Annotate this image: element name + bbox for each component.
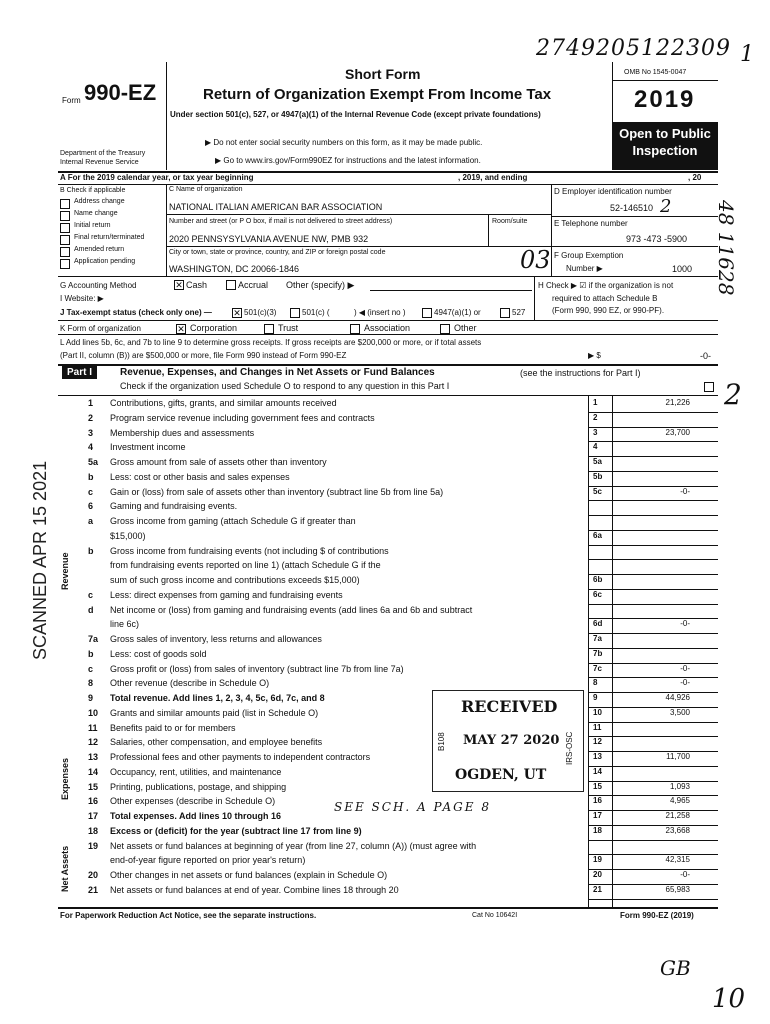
527-label: 527 xyxy=(512,308,526,317)
part1-line-row xyxy=(0,708,770,723)
line-description: Occupancy, rent, utilities, and maintenance xyxy=(110,766,282,777)
short-form-label: Short Form xyxy=(345,66,421,82)
org-name-label: C Name of organization xyxy=(169,186,243,193)
line-number: 20 xyxy=(88,870,99,880)
line-box-label: 7a xyxy=(593,634,602,643)
received-stamp-date: MAY 27 2020 xyxy=(463,733,560,748)
bottom-initials: GB xyxy=(660,956,691,980)
line-amount[interactable]: -0- xyxy=(680,619,690,629)
cash-label: Cash xyxy=(186,280,208,290)
applicable-option-label: Address change xyxy=(74,198,125,205)
line-description: sum of such gross income and contributions exceeds $15,000) xyxy=(110,575,360,585)
line-amount[interactable]: 23,700 xyxy=(665,427,690,437)
line-description: Other expenses (describe in Schedule O) xyxy=(110,796,276,807)
corporation-checkbox[interactable]: ✕ xyxy=(177,324,185,334)
part1-line-row xyxy=(0,457,770,472)
applicable-option-label: Amended return xyxy=(74,246,125,253)
ein-label: D Employer identification number xyxy=(554,187,672,196)
applicable-checkbox[interactable] xyxy=(60,235,70,245)
line-description: Net assets or fund balances at end of year. Combine lines 18 through 20 xyxy=(110,884,399,895)
4947-checkbox[interactable] xyxy=(422,308,432,318)
gross-receipts-line2: (Part II, column (B)) are $500,000 or more, file Form 990 instead of Form 990-EZ xyxy=(60,351,347,360)
part1-line-row xyxy=(0,575,770,590)
omb-number: OMB No 1545-0047 xyxy=(624,69,687,76)
part1-line-row xyxy=(0,649,770,664)
line-description: Net income or (loss) from gaming and fundraising events (add lines 6a and 6b and subtract xyxy=(110,604,473,615)
part1-line-row xyxy=(0,841,770,856)
street-label: Number and street (or P O box, if mail is not delivered to street address) xyxy=(169,218,393,225)
tax-year: 2019 xyxy=(634,86,696,113)
applicable-option-label: Initial return xyxy=(74,222,111,229)
line-description: $15,000) xyxy=(110,530,146,541)
line-description: Benefits paid to or for members xyxy=(110,722,236,733)
expenses-side-label: Expenses xyxy=(60,757,70,800)
line-box-label: 16 xyxy=(593,796,602,806)
line-number: a xyxy=(88,516,94,526)
line-box-label: 9 xyxy=(593,693,598,702)
line-number: d xyxy=(88,604,94,615)
website-label: I Website: ▶ xyxy=(60,294,104,303)
form-subtitle: Under section 501(c), 527, or 4947(a)(1) of the Internal Revenue Code (except private foundations) xyxy=(170,110,541,119)
part1-line-row xyxy=(0,398,770,413)
line-number: 21 xyxy=(88,884,99,895)
net-assets-side-label: Net Assets xyxy=(60,845,70,892)
open-to-public-badge xyxy=(612,122,718,170)
line-box-label: 20 xyxy=(593,870,602,879)
line-number: 6 xyxy=(88,501,94,512)
schedule-o-checkbox[interactable] xyxy=(704,382,714,392)
line-amount[interactable]: -0- xyxy=(680,663,690,673)
applicable-checkbox[interactable] xyxy=(60,199,70,209)
line-box-label: 11 xyxy=(593,722,602,732)
line-amount[interactable]: -0- xyxy=(680,486,690,496)
ein-value: 52-146510 xyxy=(610,203,654,213)
part1-line-row xyxy=(0,826,770,841)
page-mark: 2 xyxy=(724,378,742,411)
part1-line-row xyxy=(0,487,770,502)
section-a-and-ending: , 2019, and ending xyxy=(458,173,528,182)
schedule-b-check-line2: required to attach Schedule B xyxy=(552,294,658,303)
line-number: c xyxy=(88,663,94,674)
insert-number-label: ) ◀ (insert no ) xyxy=(354,308,406,317)
received-stamp-location: OGDEN, UT xyxy=(455,767,547,783)
line-amount[interactable]: 42,315 xyxy=(665,855,690,865)
applicable-checkbox[interactable] xyxy=(60,211,70,221)
other-method-label: Other (specify) ▶ xyxy=(286,280,355,290)
line-description: Other revenue (describe in Schedule O) xyxy=(110,678,270,689)
org-street: 2020 PENNSYSYLVANIA AVENUE NW, PMB 932 xyxy=(169,234,369,244)
line-box-label: 3 xyxy=(593,427,598,437)
line-number: b xyxy=(88,545,94,556)
applicable-checkbox[interactable] xyxy=(60,223,70,233)
received-stamp-code-left: B108 xyxy=(437,732,446,751)
trust-label: Trust xyxy=(278,323,299,333)
line-number: 8 xyxy=(88,678,94,689)
line-description: Program service revenue including government fees and contracts xyxy=(110,412,375,423)
line-number: 14 xyxy=(88,766,99,777)
tax-exempt-status-label: J Tax-exempt status (check only one) — xyxy=(60,308,212,317)
part1-line-row xyxy=(0,752,770,767)
group-exemption-label: F Group Exemption xyxy=(554,251,624,260)
line-amount[interactable]: 21,258 xyxy=(665,811,690,820)
line-box-label: 5a xyxy=(593,457,602,466)
dept-treasury: Department of the Treasury xyxy=(60,150,146,157)
line-description: Gross sales of inventory, less returns and allowances xyxy=(110,634,322,644)
line-box-label: 19 xyxy=(593,855,602,865)
gross-receipts-value: -0- xyxy=(700,351,711,361)
line-box-label: 1 xyxy=(593,398,598,407)
part1-line-row xyxy=(0,870,770,885)
applicable-option-label: Application pending xyxy=(74,258,136,265)
part1-line-row xyxy=(0,619,770,634)
line-amount[interactable]: 3,500 xyxy=(669,707,690,717)
group-mark: 03 xyxy=(520,246,551,274)
other-org-checkbox[interactable] xyxy=(440,324,450,334)
cash-checkbox[interactable]: ✕ xyxy=(175,280,183,290)
line-number: 4 xyxy=(88,442,94,453)
line-amount[interactable]: -0- xyxy=(680,870,690,879)
part1-line-row xyxy=(0,472,770,487)
line-description: Total expenses. Add lines 10 through 16 xyxy=(110,811,282,821)
part1-title: Revenue, Expenses, and Changes in Net Assets or Fund Balances xyxy=(120,367,435,378)
line-description: Gaming and fundraising events. xyxy=(110,501,238,512)
line-amount[interactable]: 11,700 xyxy=(666,752,690,761)
irs-label: Internal Revenue Service xyxy=(60,159,139,166)
line-number: 17 xyxy=(88,811,99,821)
applicable-option-label: Name change xyxy=(74,210,118,217)
line-box-label: 14 xyxy=(593,766,602,776)
line-description: end-of-year figure reported on prior year's return) xyxy=(110,855,306,866)
part1-line-row xyxy=(0,428,770,443)
part1-line-row xyxy=(0,590,770,605)
association-label: Association xyxy=(364,323,411,333)
line-description: Less: cost or other basis and sales expenses xyxy=(110,471,290,482)
527-checkbox[interactable] xyxy=(500,308,510,318)
city-label: City or town, state or province, country, and ZIP or foreign postal code xyxy=(169,249,386,256)
line-box-label: 13 xyxy=(593,752,602,761)
line-box-label: 18 xyxy=(593,825,602,835)
received-stamp xyxy=(432,690,584,792)
line-box-label: 6b xyxy=(593,575,603,584)
revenue-side-label: Revenue xyxy=(60,552,70,590)
part1-line-row xyxy=(0,501,770,516)
schedule-b-check-line3: (Form 990, 990 EZ, or 990-PF). xyxy=(552,306,665,315)
line-number: 11 xyxy=(88,722,98,733)
part1-line-row xyxy=(0,767,770,782)
part1-line-row xyxy=(0,560,770,575)
part1-line-row xyxy=(0,737,770,752)
instruction-ssn: ▶ Do not enter social security numbers on this form, as it may be made public. xyxy=(205,138,483,147)
line-number: 16 xyxy=(88,796,99,807)
association-checkbox[interactable] xyxy=(350,324,360,334)
line-number: c xyxy=(88,486,94,497)
section-b-label: B Check if applicable xyxy=(60,187,126,194)
line-description: Gross income from gaming (attach Schedule G if greater than xyxy=(110,516,356,526)
trust-checkbox[interactable] xyxy=(264,324,274,334)
document-locator-number: 2749205122309 xyxy=(536,36,731,61)
ein-handwritten-suffix: 2 xyxy=(660,196,672,217)
line-number: 2 xyxy=(88,412,94,423)
scanned-stamp: SCANNED APR 15 2021 xyxy=(30,460,50,660)
open-public-text: Open to Public xyxy=(619,126,711,141)
bottom-mark: 10 xyxy=(712,984,746,1014)
side-code: 48 11628 xyxy=(714,200,738,296)
line-box-label: 5c xyxy=(593,486,602,496)
line-amount[interactable]: -0- xyxy=(680,678,690,688)
line-description: Membership dues and assessments xyxy=(110,427,255,438)
line-number: 18 xyxy=(88,825,99,836)
part1-line-row xyxy=(0,442,770,457)
line-number: 9 xyxy=(88,693,94,703)
section-a-ending-year: , 20 xyxy=(688,173,702,182)
line-number: 13 xyxy=(88,752,99,762)
line-amount[interactable]: 21,226 xyxy=(665,398,690,407)
line-box-label: 5b xyxy=(593,471,603,481)
form-label: Form xyxy=(62,96,81,105)
line-box-label: 8 xyxy=(593,678,598,688)
line-box-label: 6a xyxy=(593,530,602,540)
line-amount[interactable]: 44,926 xyxy=(665,693,690,702)
line-description: Gross profit or (loss) from sales of inventory (subtract line 7b from line 7a) xyxy=(110,663,404,674)
part1-line-row xyxy=(0,413,770,428)
part1-line-row xyxy=(0,678,770,693)
line-box-label: 6c xyxy=(593,589,602,599)
501c3-checkbox[interactable]: ✕ xyxy=(233,308,241,318)
instruction-website: ▶ Go to www.irs.gov/Form990EZ for instructions and the latest information. xyxy=(215,156,481,165)
received-stamp-code-right: IRS-OSC xyxy=(565,731,574,765)
other-org-label: Other xyxy=(454,323,477,333)
part1-label: Part I xyxy=(62,366,97,379)
corner-mark: 1 xyxy=(740,42,754,67)
line-description: Professional fees and other payments to independent contractors xyxy=(110,752,371,762)
line-number: 12 xyxy=(88,737,99,748)
accrual-label: Accrual xyxy=(238,280,269,290)
line-description: Gross income from fundraising events (not including $ of contributions xyxy=(110,545,389,556)
line-number: c xyxy=(88,589,94,600)
phone-value: 973 -473 -5900 xyxy=(626,234,688,244)
footer-cat: Cat No 10642I xyxy=(472,912,518,919)
line-description: Grants and similar amounts paid (list in Schedule O) xyxy=(110,707,319,718)
line-number: 15 xyxy=(88,781,99,792)
line-description: Salaries, other compensation, and employee benefits xyxy=(110,737,323,748)
line-amount[interactable]: 4,965 xyxy=(669,796,690,806)
line-box-label: 12 xyxy=(593,737,602,747)
line-box-label: 10 xyxy=(593,707,602,717)
line-number: 7a xyxy=(88,634,99,644)
line-box-label: 21 xyxy=(593,884,602,894)
line-number: 10 xyxy=(88,707,99,718)
line-box-label: 17 xyxy=(593,811,602,820)
form-number: 990-EZ xyxy=(84,80,157,105)
part1-line-row xyxy=(0,855,770,870)
group-number-label: Number ▶ xyxy=(566,264,603,273)
line-amount[interactable]: 23,668 xyxy=(665,825,690,835)
applicable-option-label: Final return/terminated xyxy=(74,234,145,241)
applicable-checkbox[interactable] xyxy=(60,259,70,269)
line-description: from fundraising events reported on line 1) (attach Schedule G if the xyxy=(110,560,381,571)
line-number: 1 xyxy=(88,398,94,408)
line-description: Less: cost of goods sold xyxy=(110,648,207,659)
part1-line-row xyxy=(0,546,770,561)
501c-label: 501(c) ( xyxy=(302,308,330,317)
line-description: Gain or (loss) from sale of assets other than inventory (subtract line 5b from line 5a) xyxy=(110,486,444,497)
received-stamp-title: RECEIVED xyxy=(461,697,558,716)
form-of-org-label: K Form of organization xyxy=(60,324,141,333)
phone-label: E Telephone number xyxy=(554,219,628,228)
accounting-method-label: G Accounting Method xyxy=(60,281,137,290)
part1-line-row xyxy=(0,531,770,546)
501c3-label: 501(c)(3) xyxy=(244,308,277,317)
part1-line-row xyxy=(0,723,770,738)
part1-line-row xyxy=(0,693,770,708)
part1-line-row xyxy=(0,605,770,620)
line-description: Printing, publications, postage, and shipping xyxy=(110,781,287,792)
line-box-label: 2 xyxy=(593,412,598,422)
line-box-label: 4 xyxy=(593,442,598,452)
footer-paperwork: For Paperwork Reduction Act Notice, see the separate instructions. xyxy=(60,911,317,920)
line-box-label: 7c xyxy=(593,663,602,673)
line-number: b xyxy=(88,471,94,482)
line-number: 5a xyxy=(88,457,99,467)
schedule-b-check-line1: H Check ▶ ☑ if the organization is not xyxy=(538,281,674,290)
part1-line-row xyxy=(0,516,770,531)
line-amount[interactable]: 1,093 xyxy=(669,781,690,791)
form-title: Return of Organization Exempt From Income Tax xyxy=(203,86,552,103)
org-name: NATIONAL ITALIAN AMERICAN BAR ASSOCIATION xyxy=(169,202,383,212)
corporation-label: Corporation xyxy=(190,323,238,333)
line-amount[interactable]: 65,983 xyxy=(665,884,690,894)
line-description: Other changes in net assets or fund balances (explain in Schedule O) xyxy=(110,870,388,880)
gross-receipts-dollar: ▶ $ xyxy=(588,351,601,360)
line-description: Excess or (deficit) for the year (subtract line 17 from line 9) xyxy=(110,825,362,836)
line-box-label: 7b xyxy=(593,648,603,658)
line-box-label: 15 xyxy=(593,781,602,791)
room-label: Room/suite xyxy=(492,218,528,225)
part1-line-row xyxy=(0,664,770,679)
part1-line-row xyxy=(0,634,770,649)
footer-form: Form 990-EZ (2019) xyxy=(620,911,694,920)
accrual-checkbox[interactable] xyxy=(226,280,236,290)
part1-line-row xyxy=(0,782,770,797)
line-description: line 6c) xyxy=(110,619,140,630)
line-description: Gross amount from sale of assets other than inventory xyxy=(110,457,327,467)
4947-label: 4947(a)(1) or xyxy=(434,308,481,317)
schedule-o-check-line: Check if the organization used Schedule O to respond to any question in this Part I xyxy=(120,381,450,391)
line-description: Less: direct expenses from gaming and fundraising events xyxy=(110,589,343,600)
line-number: b xyxy=(88,648,94,659)
line-description: Net assets or fund balances at beginning of year (from line 27, column (A)) (must agree with xyxy=(110,840,477,851)
line-description: Total revenue. Add lines 1, 2, 3, 4, 5c, 6d, 7c, and 8 xyxy=(110,693,325,703)
line-number: 3 xyxy=(88,427,94,438)
line-number: 19 xyxy=(88,840,99,851)
part1-title-note: (see the instructions for Part I) xyxy=(520,368,641,378)
schedule-note: SEE SCH. A PAGE 8 xyxy=(334,800,491,814)
inspection-text: Inspection xyxy=(632,143,698,158)
group-number: 1000 xyxy=(672,264,693,274)
applicable-checkbox[interactable] xyxy=(60,247,70,257)
line-box-label: 6d xyxy=(593,619,603,629)
part1-line-row xyxy=(0,885,770,900)
org-city: WASHINGTON, DC 20066-1846 xyxy=(169,264,300,274)
section-a-label: A For the 2019 calendar year, or tax year beginning xyxy=(60,173,254,182)
501c-checkbox[interactable] xyxy=(290,308,300,318)
line-description: Contributions, gifts, grants, and similar amounts received xyxy=(110,398,337,408)
gross-receipts-line1: L Add lines 5b, 6c, and 7b to line 9 to determine gross receipts. If gross receipts are $200,000 or more, or if total assets xyxy=(60,338,482,347)
line-description: Investment income xyxy=(110,442,186,453)
